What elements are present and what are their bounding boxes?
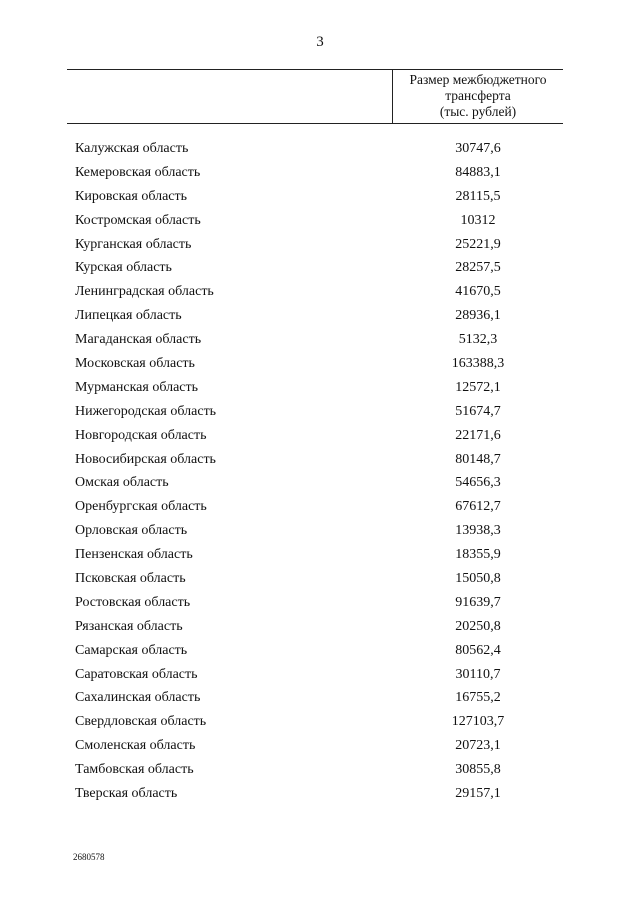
table-row	[0, 544, 640, 568]
region-name: Орловская область	[75, 523, 188, 539]
table-row	[0, 353, 640, 377]
transfer-amount: 12572,1	[455, 379, 501, 395]
transfer-amount: 84883,1	[455, 164, 501, 180]
table-row	[0, 401, 640, 425]
table-row	[0, 616, 640, 640]
transfer-amount: 163388,3	[451, 356, 505, 372]
region-name: Псковская область	[75, 571, 186, 587]
region-name: Новгородская область	[75, 427, 207, 443]
table-header-rule	[67, 123, 563, 124]
region-name: Магаданская область	[75, 332, 202, 348]
region-name: Нижегородская область	[75, 403, 217, 419]
region-name: Свердловская область	[75, 714, 207, 730]
table-row	[0, 735, 640, 759]
table-row	[0, 783, 640, 807]
transfer-amount: 15050,8	[455, 571, 501, 587]
table-row	[0, 664, 640, 688]
region-name: Рязанская область	[75, 618, 183, 634]
transfer-amount: 28257,5	[455, 260, 501, 276]
transfer-amount: 30855,8	[455, 762, 501, 778]
table-row	[0, 234, 640, 258]
region-name: Кировская область	[75, 188, 188, 204]
table-row	[0, 425, 640, 449]
table-row	[0, 162, 640, 186]
header-line-1: Размер межбюджетного	[409, 72, 547, 87]
transfer-amount: 5132,3	[458, 332, 498, 348]
transfer-amount: 30747,6	[455, 141, 501, 156]
region-name: Мурманская область	[75, 379, 199, 395]
transfer-amount: 22171,6	[455, 427, 501, 443]
table-row	[0, 592, 640, 616]
transfer-amount: 16755,2	[455, 690, 501, 706]
region-name: Саратовская область	[75, 666, 198, 682]
region-name: Ростовская область	[75, 594, 191, 610]
table-row	[0, 449, 640, 473]
table-body	[0, 138, 640, 807]
transfer-amount: 41670,5	[455, 284, 501, 300]
region-name: Липецкая область	[75, 308, 182, 324]
table-row	[0, 138, 640, 162]
transfer-amount: 54656,3	[455, 475, 501, 491]
region-name: Тверская область	[75, 786, 178, 802]
page-number: 3	[316, 34, 324, 50]
table-row	[0, 568, 640, 592]
region-name: Самарская область	[75, 642, 188, 658]
transfer-amount: 18355,9	[455, 547, 501, 563]
transfer-amount: 29157,1	[455, 786, 501, 802]
table-row	[0, 759, 640, 783]
region-name: Тамбовская область	[75, 762, 194, 778]
region-name: Новосибирская область	[75, 451, 216, 467]
table-row	[0, 281, 640, 305]
transfer-amount: 51674,7	[455, 403, 501, 419]
table-row	[0, 329, 640, 353]
transfer-amount: 91639,7	[455, 594, 501, 610]
table-row	[0, 186, 640, 210]
region-name: Ленинградская область	[75, 284, 214, 300]
transfer-amount: 67612,7	[455, 499, 501, 515]
transfer-amount: 13938,3	[455, 523, 501, 539]
transfer-amount: 28936,1	[455, 308, 501, 324]
transfer-amount: 80562,4	[455, 642, 501, 658]
region-name: Сахалинская область	[75, 690, 201, 706]
document-code: 2680578	[73, 852, 105, 862]
region-name: Курганская область	[75, 236, 192, 252]
transfer-amount: 30110,7	[455, 666, 501, 682]
region-name: Калужская область	[75, 141, 189, 156]
region-name: Пензенская область	[75, 547, 193, 563]
header-line-2: трансферта	[445, 88, 511, 103]
table-row	[0, 640, 640, 664]
transfer-amount: 28115,5	[455, 188, 501, 204]
transfer-amount: 10312	[460, 212, 496, 228]
region-name: Оренбургская область	[75, 499, 207, 515]
table-row	[0, 257, 640, 281]
transfer-amount: 20723,1	[455, 738, 501, 754]
transfer-amount: 25221,9	[455, 236, 501, 252]
table-row	[0, 305, 640, 329]
region-name: Омская область	[75, 475, 169, 491]
region-name: Курская область	[75, 260, 172, 276]
table-row	[0, 496, 640, 520]
transfer-amount: 20250,8	[455, 618, 501, 634]
table-header-amount	[393, 72, 563, 120]
table-row	[0, 687, 640, 711]
table-row	[0, 711, 640, 735]
region-name: Кемеровская область	[75, 164, 201, 180]
table-row	[0, 210, 640, 234]
region-name: Московская область	[75, 356, 195, 372]
transfer-amount: 80148,7	[455, 451, 501, 467]
table-row	[0, 377, 640, 401]
transfer-amount: 127103,7	[451, 714, 505, 730]
header-line-3: (тыс. рублей)	[439, 104, 517, 119]
region-name: Костромская область	[75, 212, 201, 228]
table-top-rule	[67, 69, 563, 70]
region-name: Смоленская область	[75, 738, 196, 754]
table-row	[0, 520, 640, 544]
table-row	[0, 472, 640, 496]
